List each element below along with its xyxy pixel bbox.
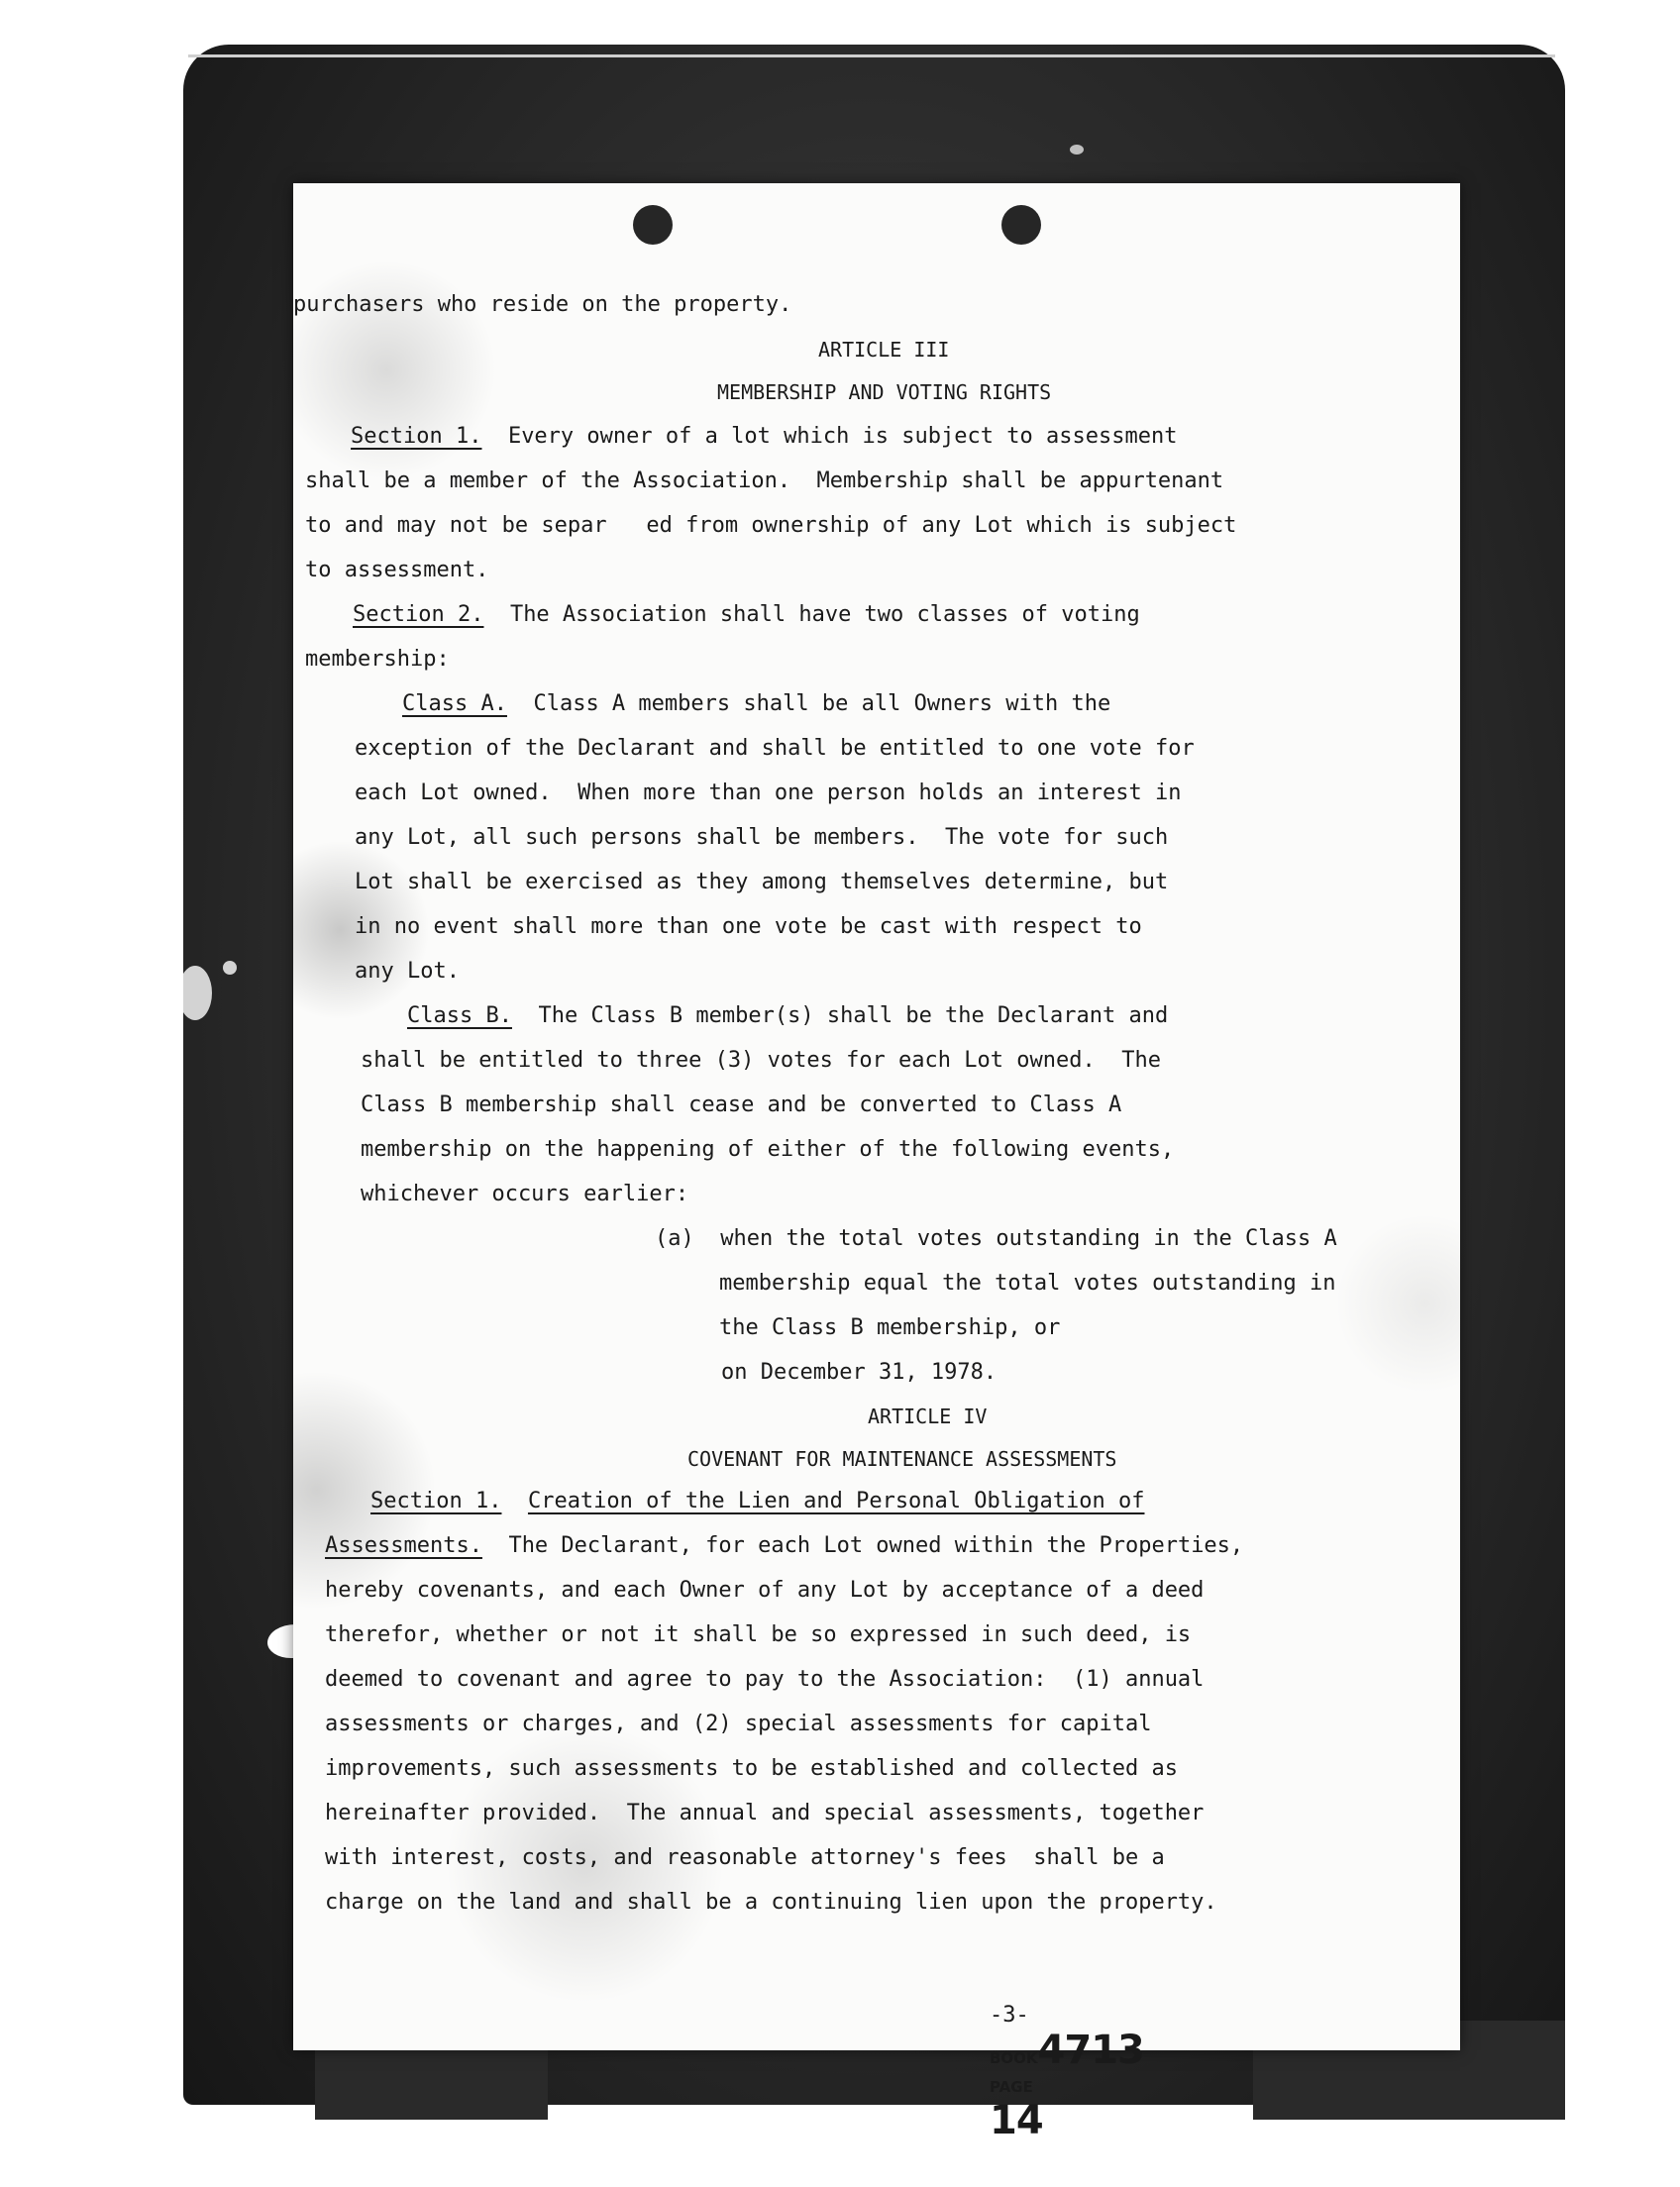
class-label: Class A. <box>402 691 507 716</box>
text-line <box>370 1491 1144 1512</box>
text-line: Lot shall be exercised as they among themselves determine, but <box>355 870 1169 894</box>
text-line: membership equal the total votes outstanding in <box>719 1271 1336 1296</box>
article-title: MEMBERSHIP AND VOTING RIGHTS <box>717 380 1052 404</box>
book-label: BOOK <box>989 2049 1038 2067</box>
text-line: any Lot. <box>355 959 460 984</box>
text-line: improvements, such assessments to be established and collected as <box>325 1756 1178 1781</box>
section-title: Assessments. <box>325 1533 482 1558</box>
text-line: Class B. The Class B member(s) shall be the Declarant and <box>407 1003 1169 1028</box>
text-line: each Lot owned. When more than one person holds an interest in <box>355 781 1182 805</box>
page-value: 14 <box>989 2098 1043 2143</box>
text-line: Assessments. The Declarant, for each Lot owned within the Properties, <box>325 1533 1244 1558</box>
text-line: hereinafter provided. The annual and special assessments, together <box>325 1801 1205 1825</box>
text-line: in no event shall more than one vote be cast with respect to <box>355 914 1142 939</box>
text-line: to assessment. <box>305 558 489 582</box>
page-footer <box>937 1978 1144 2168</box>
text-line: membership on the happening of either of the following events, <box>361 1137 1175 1162</box>
text-line: Class A. Class A members shall be all Owners with the <box>402 691 1111 716</box>
text-line: any Lot, all such persons shall be members. The vote for such <box>355 825 1169 850</box>
text-line: exception of the Declarant and shall be entitled to one vote for <box>355 736 1195 761</box>
section-label: Section 2. <box>353 602 484 627</box>
text-line: with interest, costs, and reasonable attorney's fees shall be a <box>325 1845 1165 1870</box>
page-number: -3- <box>989 2003 1029 2028</box>
section-label: Section 1. <box>370 1489 502 1513</box>
text-line: the Class B membership, or <box>719 1315 1061 1340</box>
text-line: charge on the land and shall be a continuing lien upon the property. <box>325 1890 1217 1915</box>
text-line: Section 2. The Association shall have two classes of voting <box>353 602 1140 627</box>
article-title: COVENANT FOR MAINTENANCE ASSESSMENTS <box>687 1447 1117 1471</box>
text-line: Section 1. Every owner of a lot which is subject to assessment <box>351 424 1178 449</box>
text-line: purchasers who reside on the property. <box>293 292 792 317</box>
text-line: membership: <box>305 647 450 672</box>
punch-hole-left <box>633 205 673 245</box>
text-line: shall be entitled to three (3) votes for each Lot owned. The <box>361 1048 1161 1073</box>
text-line: whichever occurs earlier: <box>361 1182 689 1206</box>
article-heading: ARTICLE III <box>818 338 950 362</box>
list-item: on December 31, 1978. <box>721 1360 998 1385</box>
text-line: shall be a member of the Association. Membership shall be appurtenant <box>305 469 1224 493</box>
class-label: Class B. <box>407 1003 512 1028</box>
text-line: hereby covenants, and each Owner of any Lot by acceptance of a deed <box>325 1578 1205 1603</box>
page-label: PAGE <box>989 2078 1033 2096</box>
article-heading: ARTICLE IV <box>868 1405 988 1428</box>
scan-blemish <box>223 961 237 975</box>
section-title: Creation of the Lien and Personal Obligation of <box>527 1489 1145 1513</box>
punch-hole-right <box>1001 205 1041 245</box>
text-line: Class B membership shall cease and be converted to Class A <box>361 1093 1122 1117</box>
text-line: assessments or charges, and (2) special assessments for capital <box>325 1712 1152 1736</box>
document-page <box>293 183 1460 2143</box>
text-line: deemed to covenant and agree to pay to the Association: (1) annual <box>325 1667 1205 1692</box>
scan-blemish <box>178 966 212 1020</box>
scan-blemish <box>1070 145 1084 155</box>
text-line: to and may not be separ ed from ownership of any Lot which is subject <box>305 513 1237 538</box>
scan-top-edge <box>188 54 1555 57</box>
book-number: 4713 <box>1037 2028 1144 2073</box>
list-item: (a) when the total votes outstanding in the Class A <box>655 1226 1337 1251</box>
text-line: therefor, whether or not it shall be so expressed in such deed, is <box>325 1622 1192 1647</box>
section-label: Section 1. <box>351 424 482 449</box>
